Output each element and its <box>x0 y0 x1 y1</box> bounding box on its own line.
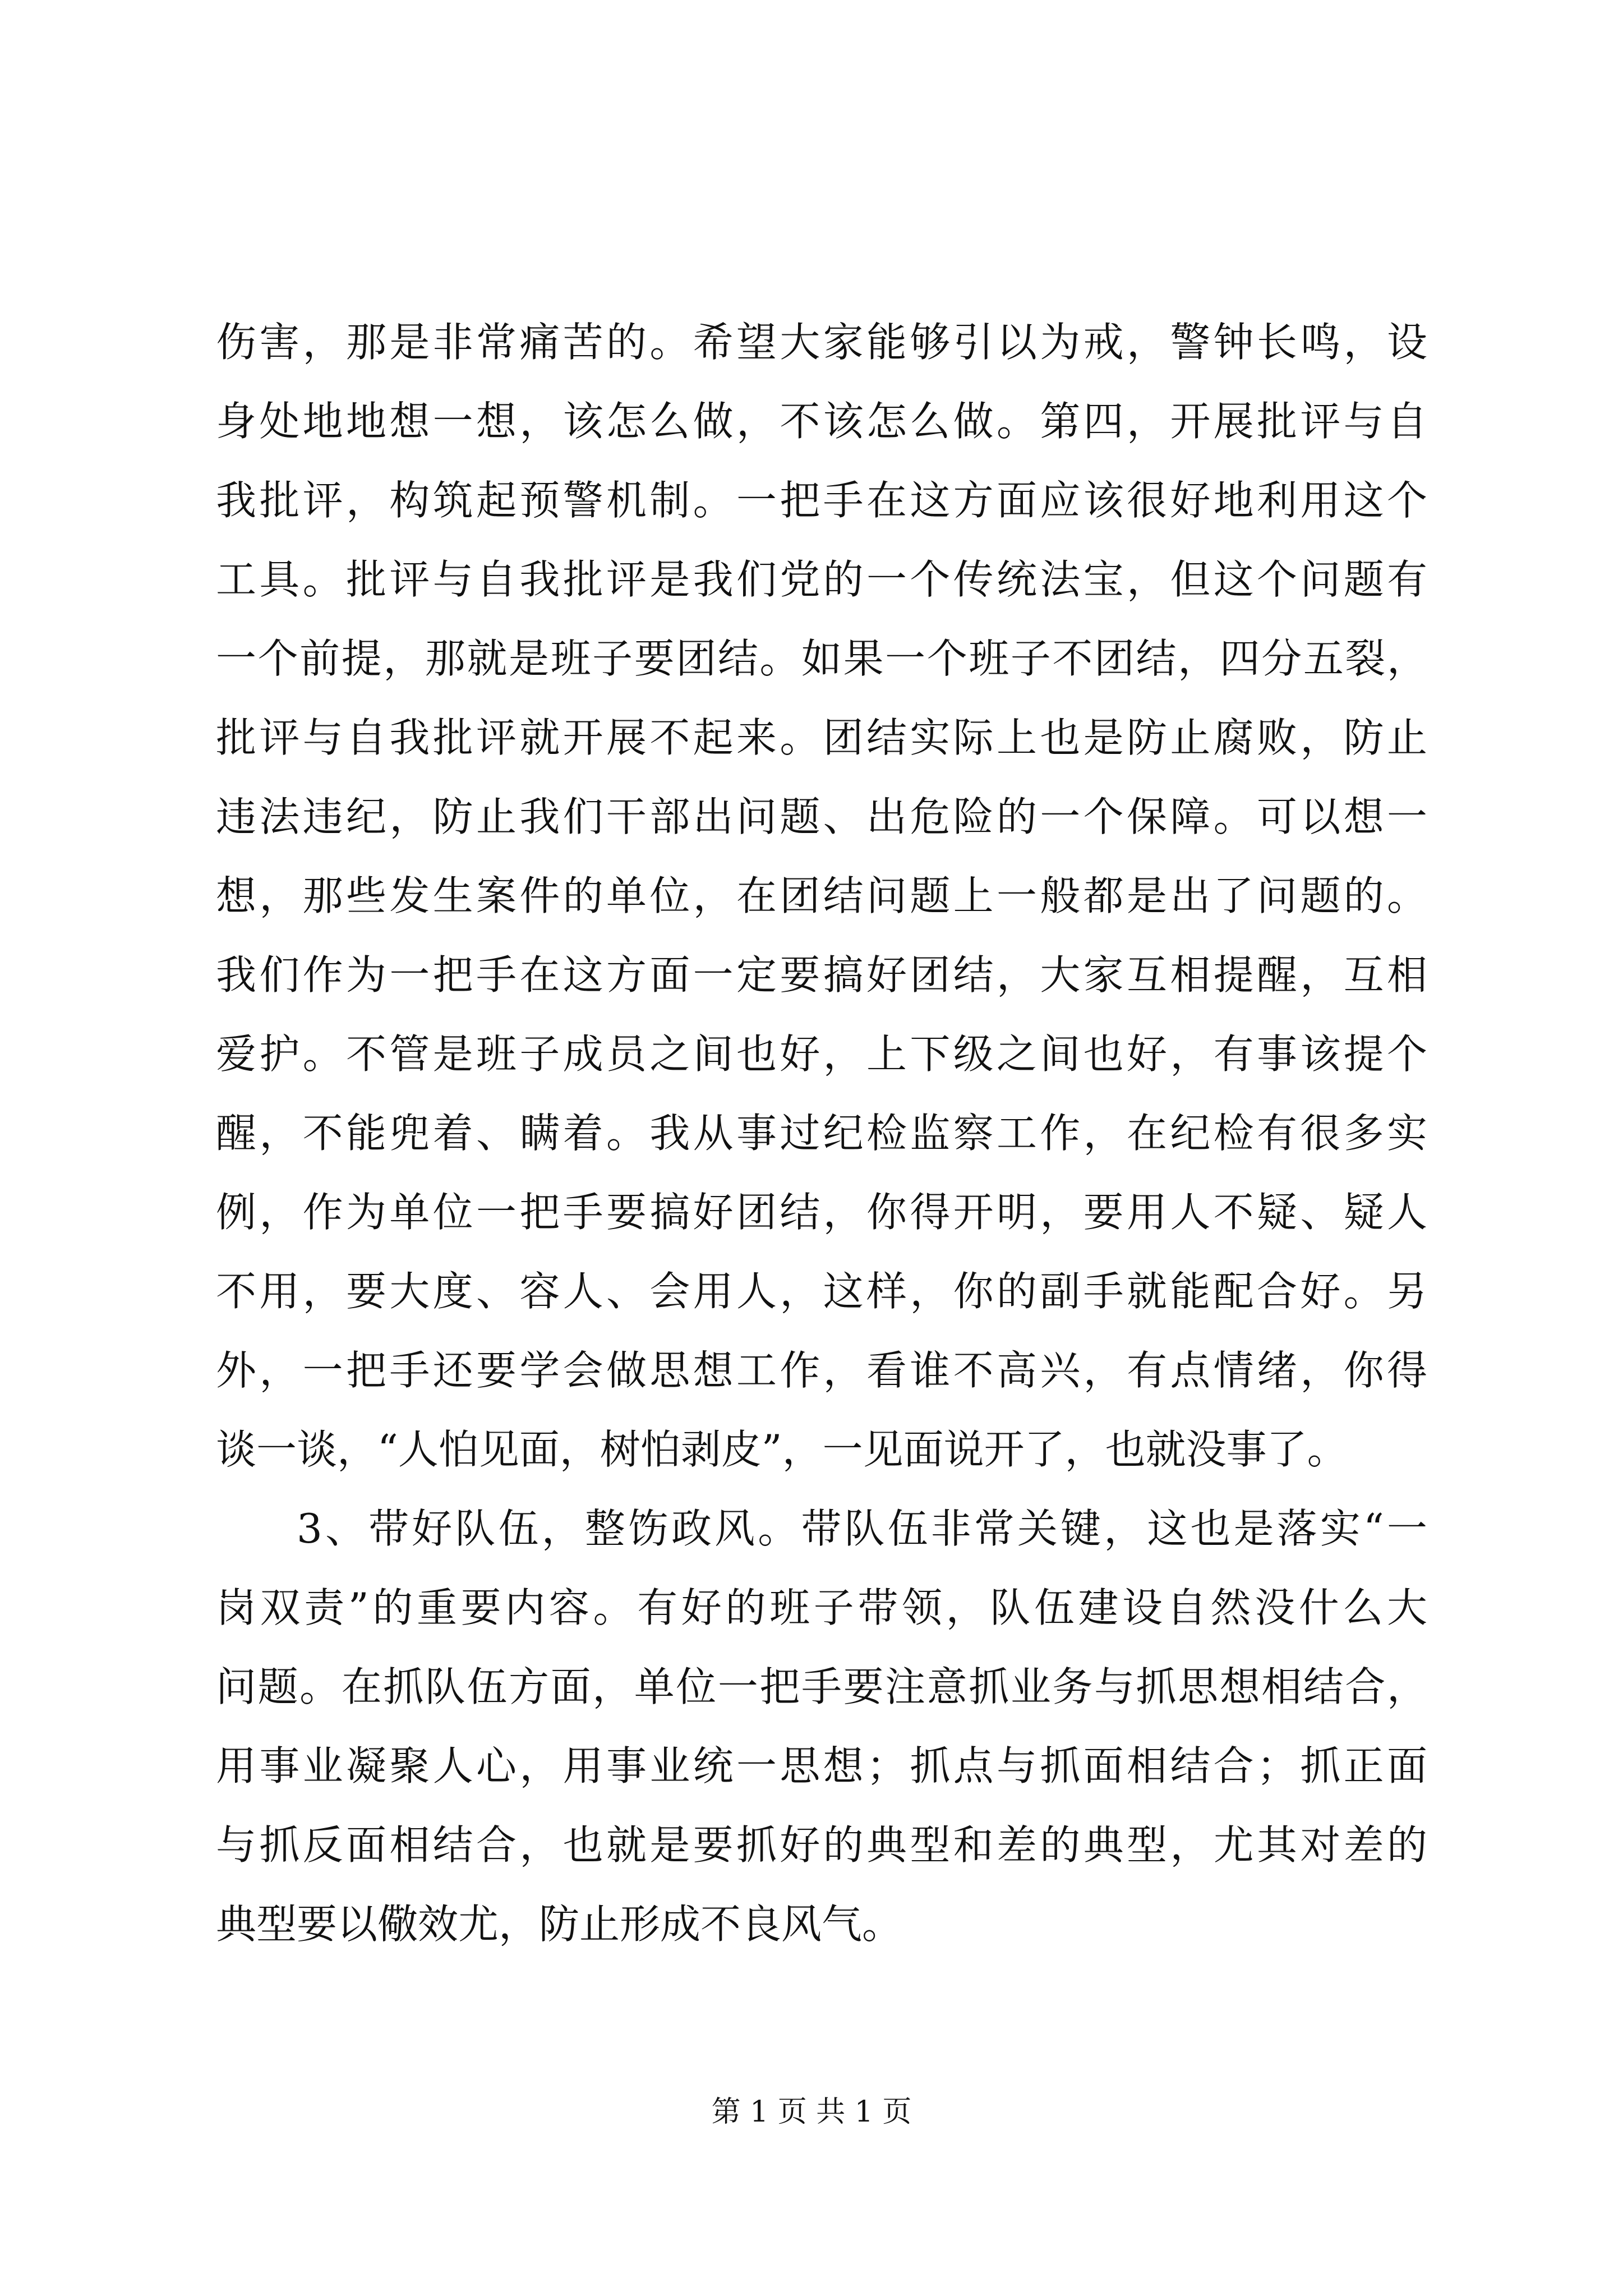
body-text <box>216 303 1427 1964</box>
text-line: 典型要以儆效尤，防止形成不良风气。 <box>216 1901 903 1948</box>
text-line: 想，那些发生案件的单位，在团结问题上一般都是出了问题的。 <box>216 872 1427 919</box>
text-line: 批评与自我批评就开展不起来。团结实际上也是防止腐败，防止 <box>216 714 1427 761</box>
text-line: 一个前提，那就是班子要团结。如果一个班子不团结，四分五裂， <box>216 635 1427 682</box>
text-line: 爱护。不管是班子成员之间也好，上下级之间也好，有事该提个 <box>216 1030 1427 1078</box>
text-line: 醒，不能兜着、瞒着。我从事过纪检监察工作，在纪检有很多实 <box>216 1110 1427 1157</box>
text-line: 身处地地想一想，该怎么做，不该怎么做。第四，开展批评与自 <box>216 398 1427 445</box>
text-line: 例，作为单位一把手要搞好团结，你得开明，要用人不疑、疑人 <box>216 1189 1427 1236</box>
paragraph-start-line: 3、带好队伍，整饬政风。带队伍非常关键，这也是落实“一 <box>297 1505 1427 1552</box>
text-line: 用事业凝聚人心，用事业统一思想；抓点与抓面相结合；抓正面 <box>216 1742 1427 1789</box>
text-line: 伤害，那是非常痛苦的。希望大家能够引以为戒，警钟长鸣，设 <box>216 319 1427 366</box>
page-number-label: 第 1 页 共 1 页 <box>711 2095 912 2129</box>
text-line: 工具。批评与自我批评是我们党的一个传统法宝，但这个问题有 <box>216 556 1427 603</box>
text-line: 不用，要大度、容人、会用人，这样，你的副手就能配合好。另 <box>216 1268 1427 1315</box>
text-line: 违法违纪，防止我们干部出问题、出危险的一个保障。可以想一 <box>216 793 1427 840</box>
text-line: 问题。在抓队伍方面，单位一把手要注意抓业务与抓思想相结合， <box>216 1663 1427 1710</box>
text-line: 我批评，构筑起预警机制。一把手在这方面应该很好地利用这个 <box>216 477 1427 524</box>
text-line: 我们作为一把手在这方面一定要搞好团结，大家互相提醒，互相 <box>216 951 1427 999</box>
page-footer <box>0 2092 1623 2132</box>
text-line: 谈一谈，“人怕见面，树怕剥皮”，一见面说开了，也就没事了。 <box>216 1426 1348 1473</box>
text-line: 与抓反面相结合，也就是要抓好的典型和差的典型，尤其对差的 <box>216 1821 1427 1869</box>
text-line: 岗双责”的重要内容。有好的班子带领，队伍建设自然没什么大 <box>216 1584 1427 1631</box>
text-line: 外，一把手还要学会做思想工作，看谁不高兴，有点情绪，你得 <box>216 1347 1427 1394</box>
